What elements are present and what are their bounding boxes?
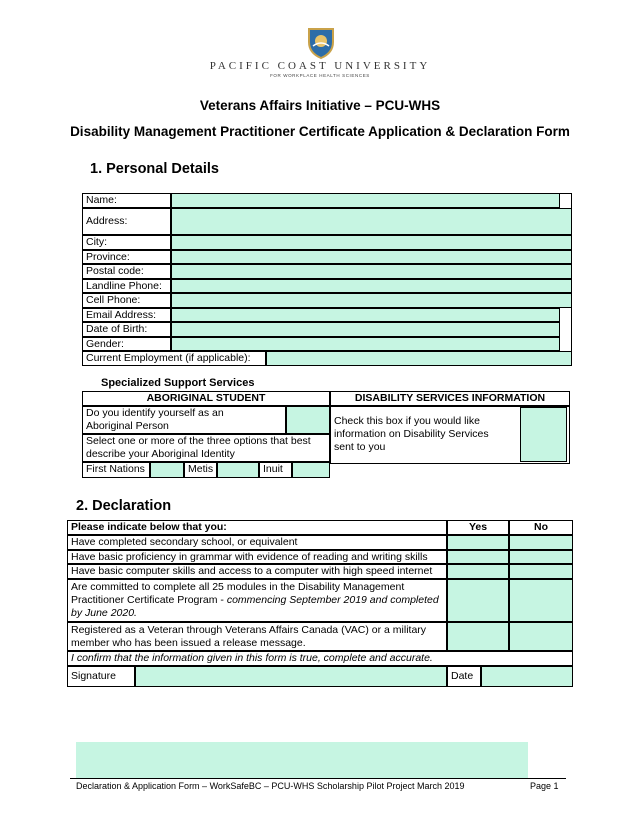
gender-label: Gender:: [82, 337, 171, 352]
email-field[interactable]: [171, 308, 560, 323]
date-of-birth-field[interactable]: [171, 322, 560, 337]
computer-no-box[interactable]: [509, 564, 573, 579]
grammar-yes-box[interactable]: [447, 550, 509, 565]
province-field[interactable]: [171, 250, 572, 265]
date-field[interactable]: [481, 666, 573, 687]
name-label: Name:: [82, 193, 171, 208]
aboriginal-options-prompt: [82, 434, 330, 462]
inuit-checkbox[interactable]: [292, 462, 330, 478]
personal-details-heading: 1. Personal Details: [90, 161, 219, 177]
address-field[interactable]: [171, 208, 572, 235]
signature-label: Signature: [67, 666, 135, 687]
declaration-table-header: Please indicate below that you:: [67, 520, 447, 535]
landline-phone-field[interactable]: [171, 279, 572, 294]
veteran-line2: member who has been issued a release message.: [71, 636, 306, 649]
first-nations-checkbox[interactable]: [150, 462, 184, 478]
identify-line1: Do you identify yourself as an: [86, 407, 224, 419]
computer-yes-box[interactable]: [447, 564, 509, 579]
date-of-birth-label: Date of Birth:: [82, 322, 171, 337]
aboriginal-identify-question: [82, 406, 286, 434]
disability-services-header: DISABILITY SERVICES INFORMATION: [330, 391, 570, 406]
secondary-yes-box[interactable]: [447, 535, 509, 550]
inuit-label: Inuit: [259, 462, 292, 478]
disability-line3: sent to you: [334, 441, 386, 453]
page-number: Page 1: [530, 781, 559, 791]
support-services-heading: Specialized Support Services: [101, 377, 255, 389]
identify-line2: Aboriginal Person: [86, 420, 169, 432]
modules-line2-text: Practitioner Certificate Program -: [71, 593, 227, 606]
postal-code-label: Postal code:: [82, 264, 171, 279]
no-column-header: No: [509, 520, 573, 535]
metis-checkbox[interactable]: [217, 462, 259, 478]
university-logo: [304, 26, 338, 60]
cell-phone-label: Cell Phone:: [82, 293, 171, 308]
city-label: City:: [82, 235, 171, 250]
landline-phone-label: Landline Phone:: [82, 279, 171, 294]
name-field[interactable]: [171, 193, 560, 208]
declaration-row-secondary: Have completed secondary school, or equivalent: [67, 535, 447, 550]
declaration-row-modules: [67, 579, 447, 622]
modules-no-box[interactable]: [509, 579, 573, 622]
disability-line1: Check this box if you would like: [334, 415, 480, 427]
postal-code-field[interactable]: [171, 264, 572, 279]
secondary-no-box[interactable]: [509, 535, 573, 550]
modules-line3: by June 2020.: [71, 606, 137, 619]
aboriginal-student-header: ABORIGINAL STUDENT: [82, 391, 330, 406]
veteran-no-box[interactable]: [509, 622, 573, 651]
modules-line2: [71, 594, 443, 607]
select-line1: Select one or more of the three options that best: [86, 435, 311, 447]
first-nations-label: First Nations: [82, 462, 150, 478]
veteran-yes-box[interactable]: [447, 622, 509, 651]
modules-line1: Are committed to complete all 25 modules in the Disability Management: [71, 580, 405, 593]
university-subtitle: FOR WORKPLACE HEALTH SCIENCES: [270, 73, 370, 78]
employment-field[interactable]: [266, 351, 572, 366]
city-field[interactable]: [171, 235, 572, 250]
date-label: Date: [447, 666, 481, 687]
declaration-row-grammar: Have basic proficiency in grammar with evidence of reading and writing skills: [67, 550, 447, 565]
select-line2: describe your Aboriginal Identity: [86, 448, 235, 460]
disability-info-checkbox[interactable]: [520, 407, 567, 462]
footer-text: Declaration & Application Form – WorkSafeBC – PCU-WHS Scholarship Pilot Project March 2019: [76, 781, 465, 791]
confirmation-statement: I confirm that the information given in this form is true, complete and accurate.: [67, 651, 573, 666]
gender-field[interactable]: [171, 337, 560, 352]
email-label: Email Address:: [82, 308, 171, 323]
disability-line2: information on Disability Services: [334, 428, 489, 440]
university-name: PACIFIC COAST UNIVERSITY: [209, 60, 431, 72]
form-title-line2: Disability Management Practitioner Certificate Application & Declaration Form: [70, 124, 570, 139]
declaration-row-computer: Have basic computer skills and access to a computer with high speed internet: [67, 564, 447, 579]
metis-label: Metis: [184, 462, 217, 478]
bottom-green-field[interactable]: [76, 742, 528, 778]
declaration-heading: 2. Declaration: [76, 498, 172, 514]
aboriginal-identify-checkbox[interactable]: [286, 406, 330, 434]
yes-column-header: Yes: [447, 520, 509, 535]
modules-line2-dates: commencing September 2019 and completed: [226, 593, 439, 606]
declaration-row-veteran: [67, 622, 447, 651]
form-title-line1: Veterans Affairs Initiative – PCU-WHS: [199, 98, 441, 113]
cell-phone-field[interactable]: [171, 293, 572, 308]
footer-divider: [70, 778, 566, 779]
employment-label: Current Employment (if applicable):: [82, 351, 266, 366]
veteran-line1: Registered as a Veteran through Veterans Affairs Canada (VAC) or a military: [71, 623, 427, 636]
address-label: Address:: [82, 208, 171, 235]
modules-yes-box[interactable]: [447, 579, 509, 622]
province-label: Province:: [82, 250, 171, 265]
grammar-no-box[interactable]: [509, 550, 573, 565]
signature-field[interactable]: [135, 666, 447, 687]
